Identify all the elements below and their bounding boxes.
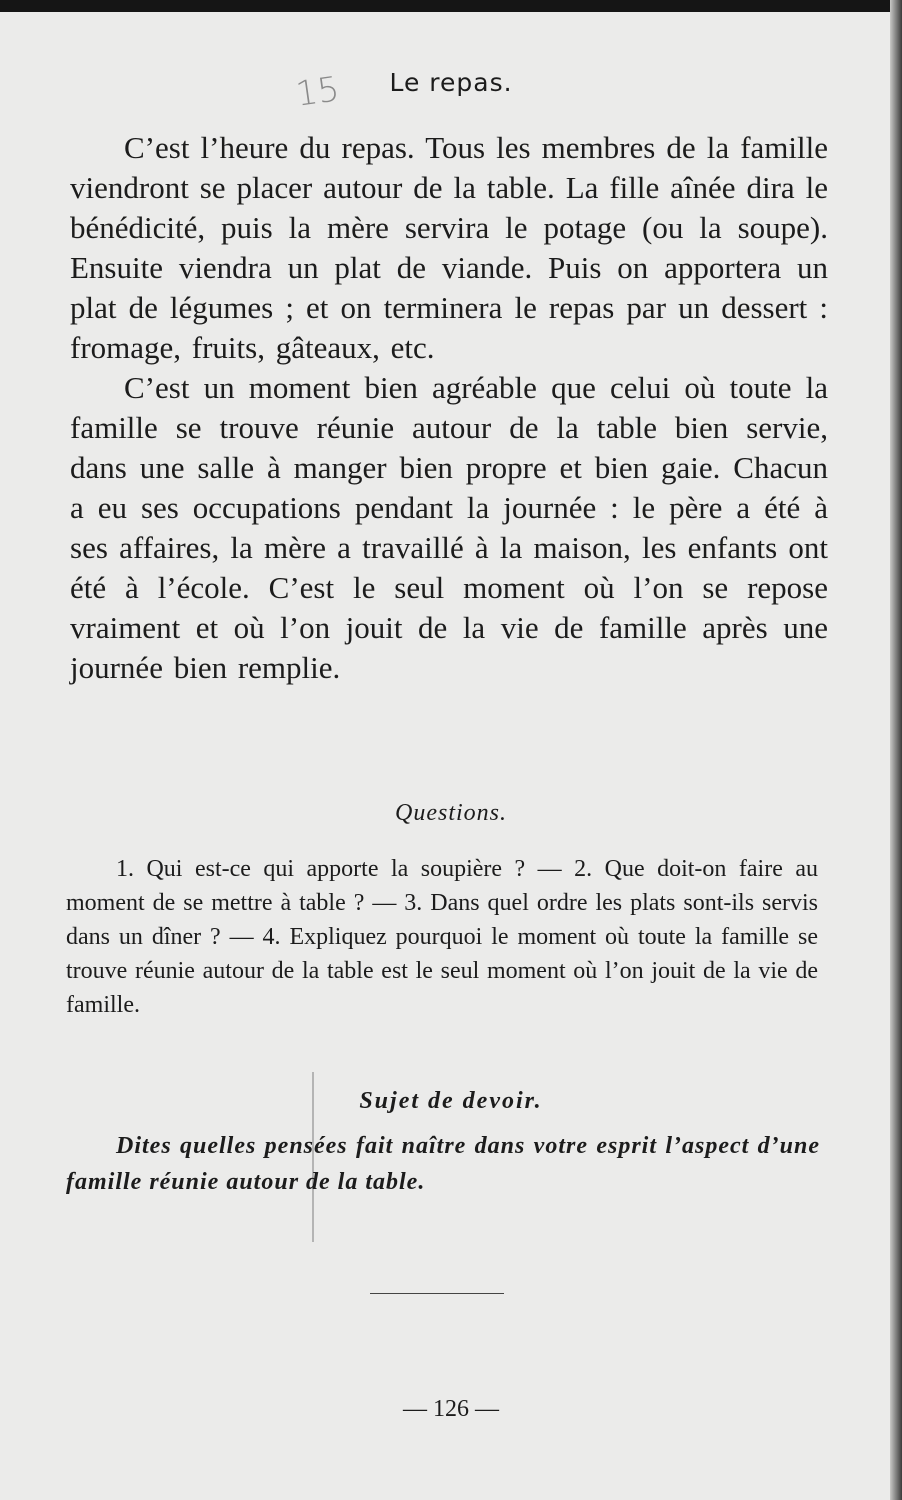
devoir-heading: Sujet de devoir. xyxy=(359,1088,543,1114)
page-number: — 126 — xyxy=(403,1396,499,1422)
questions-heading: Questions. xyxy=(395,800,507,826)
paragraph-2: C’est un moment bien agréable que celui où toute la famille se trouve réunie autour de la table bien servie, dans une salle à manger bien propre et bien gaie. Chacun a eu ses occupations pendant la journée : le père a été à ses affaires, la mère a travaillé à la maison, les enfants ont été à l’école. C’est le seul moment où l’on se repose vraiment et où l’on jouit de la vie de famille après une journée bien remplie. xyxy=(70,370,828,685)
paragraph-1: C’est l’heure du repas. Tous les membres de la famille viendront se placer autour de la table. La fille aînée dira le bénédicité, puis la mère servira le potage (ou la soupe). Ensuite viendra un plat de viande. Puis on apportera un plat de légumes ; et on terminera le repas par un dessert : fromage, fruits, gâteaux, etc. xyxy=(70,130,828,365)
separator-rule xyxy=(370,1293,504,1294)
main-text xyxy=(70,128,828,688)
page-title: Le repas. xyxy=(389,68,513,97)
questions-text: 1. Qui est-ce qui apporte la soupière ? — 2. Que doit-on faire au moment de se mettre à table ? — 3. Dans quel ordre les plats sont-ils servis dans un dîner ? — 4. Expliquez pourquoi le moment où toute la famille se trouve réunie autour de la table est le seul moment où l’on jouit de la vie de famille. xyxy=(66,856,818,1018)
handwritten-page-mark: 15 xyxy=(293,69,342,115)
devoir-text: Dites quelles pensées fait naître dans votre esprit l’aspect d’une famille réunie autour de la table. xyxy=(66,1133,820,1195)
